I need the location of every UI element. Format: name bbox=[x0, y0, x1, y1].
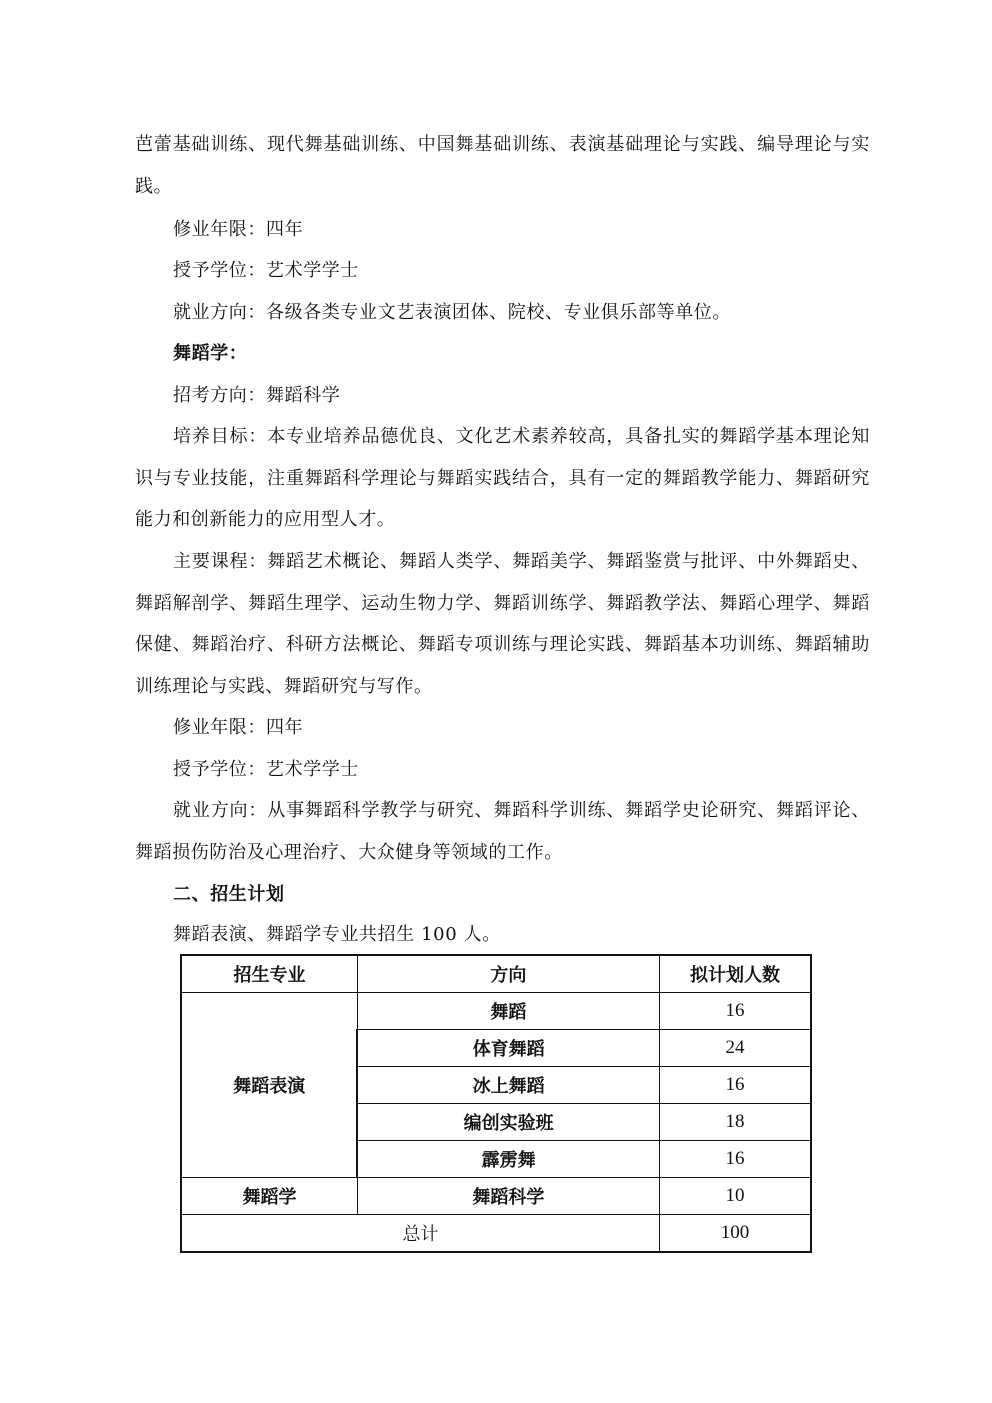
table-row bbox=[181, 1178, 811, 1215]
section-heading-enrollment-plan: 二、招生计划 bbox=[173, 884, 285, 905]
section-heading-dance-studies: 舞蹈学： bbox=[173, 343, 248, 364]
paragraph-study-years: 修业年限：四年 bbox=[173, 219, 304, 240]
total-value-cell: 100 bbox=[659, 1215, 811, 1253]
count-cell: 16 bbox=[659, 993, 811, 1030]
direction-cell: 霹雳舞 bbox=[357, 1141, 659, 1178]
count-cell: 16 bbox=[659, 1067, 811, 1104]
paragraph-study-years-2: 修业年限：四年 bbox=[173, 717, 304, 738]
table-header-row bbox=[181, 955, 811, 993]
table-total-row bbox=[181, 1215, 811, 1253]
paragraph-degree: 授予学位：艺术学学士 bbox=[173, 260, 359, 281]
direction-cell: 体育舞蹈 bbox=[357, 1030, 659, 1067]
direction-cell: 舞蹈 bbox=[357, 993, 659, 1030]
enrollment-table bbox=[180, 954, 812, 1253]
direction-cell: 冰上舞蹈 bbox=[357, 1067, 659, 1104]
count-cell: 16 bbox=[659, 1141, 811, 1178]
count-cell: 24 bbox=[659, 1030, 811, 1067]
direction-cell: 编创实验班 bbox=[357, 1104, 659, 1141]
table-row bbox=[181, 993, 811, 1030]
paragraph-courses-continued: 芭蕾基础训练、现代舞基础训练、中国舞基础训练、表演基础理论与实践、编导理论与实践。 bbox=[135, 134, 870, 197]
major-cell: 舞蹈表演 bbox=[181, 993, 357, 1178]
direction-cell: 舞蹈科学 bbox=[357, 1178, 659, 1215]
paragraph-enrollment-summary: 舞蹈表演、舞蹈学专业共招生 100 人。 bbox=[173, 924, 501, 945]
paragraph-exam-direction: 招考方向：舞蹈科学 bbox=[173, 385, 341, 406]
header-direction: 方向 bbox=[357, 955, 659, 993]
paragraph-main-courses: 主要课程：舞蹈艺术概论、舞蹈人类学、舞蹈美学、舞蹈鉴赏与批评、中外舞蹈史、舞蹈解剖学、舞蹈生理学、运动生物力学、舞蹈训练学、舞蹈教学法、舞蹈心理学、舞蹈保健、舞蹈治疗、科研方法概论、舞蹈专项训练与理论实践、舞蹈基本功训练、舞蹈辅助训练理论与实践、舞蹈研究与写作。 bbox=[135, 551, 870, 697]
count-cell: 10 bbox=[659, 1178, 811, 1215]
major-cell: 舞蹈学 bbox=[181, 1178, 357, 1215]
count-cell: 18 bbox=[659, 1104, 811, 1141]
paragraph-employment: 就业方向：各级各类专业文艺表演团体、院校、专业俱乐部等单位。 bbox=[173, 302, 731, 323]
header-major: 招生专业 bbox=[181, 955, 357, 993]
paragraph-degree-2: 授予学位：艺术学学士 bbox=[173, 759, 359, 780]
paragraph-employment-2: 就业方向：从事舞蹈科学教学与研究、舞蹈科学训练、舞蹈学史论研究、舞蹈评论、舞蹈损伤防治及心理治疗、大众健身等领域的工作。 bbox=[135, 800, 870, 863]
total-label-cell: 总计 bbox=[181, 1215, 659, 1253]
paragraph-training-goal: 培养目标：本专业培养品德优良、文化艺术素养较高，具备扎实的舞蹈学基本理论知识与专业技能，注重舞蹈科学理论与舞蹈实践结合，具有一定的舞蹈教学能力、舞蹈研究能力和创新能力的应用型人才。 bbox=[135, 426, 870, 530]
header-planned-count: 拟计划人数 bbox=[659, 955, 811, 993]
